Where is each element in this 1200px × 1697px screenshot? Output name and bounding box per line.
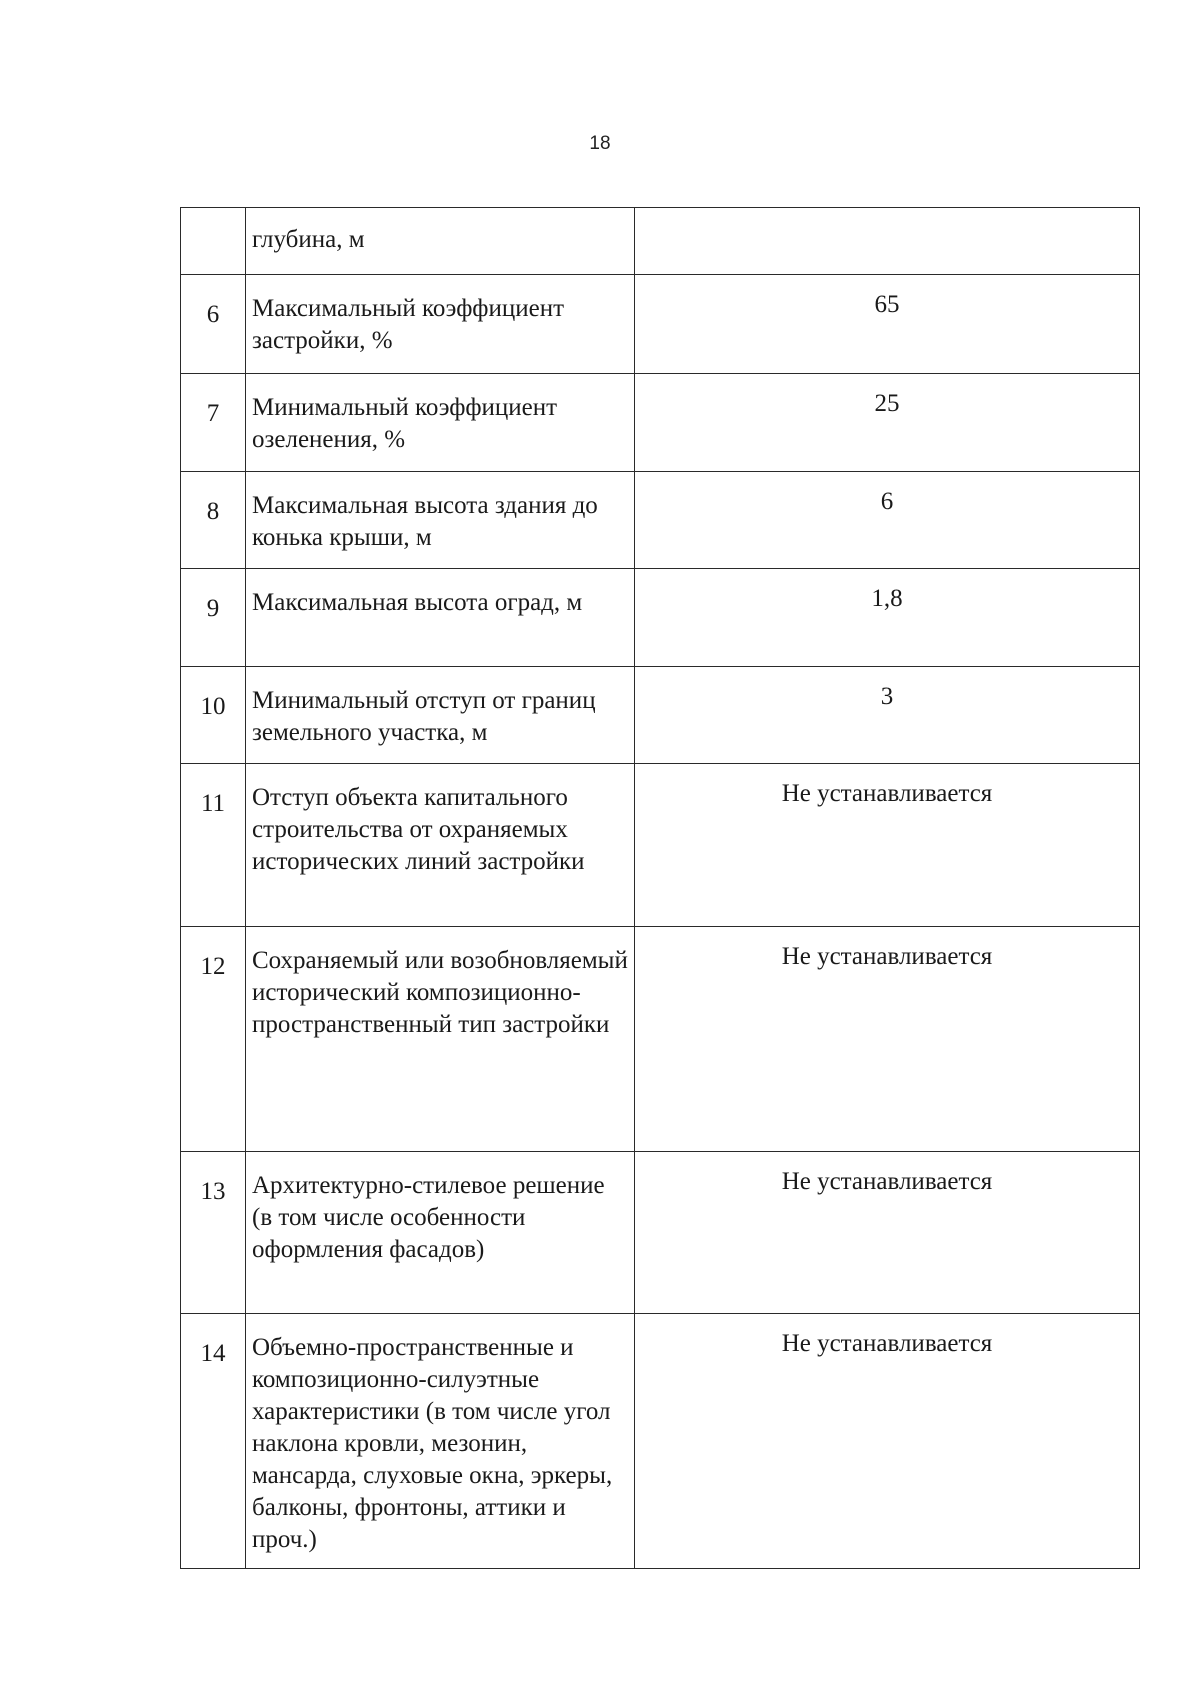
row-number-cell: 7	[181, 374, 246, 472]
table-row	[181, 275, 1140, 374]
parameter-value-cell: Не устанавливается	[635, 1152, 1140, 1314]
table-row	[181, 1152, 1140, 1314]
table-row	[181, 374, 1140, 472]
table-row	[181, 927, 1140, 1152]
parameter-value-cell: 6	[635, 472, 1140, 569]
parameter-value-cell: Не устанавливается	[635, 764, 1140, 927]
parameter-value-cell: 3	[635, 667, 1140, 764]
parameter-value-cell: 65	[635, 275, 1140, 374]
table-row	[181, 472, 1140, 569]
row-number-cell: 10	[181, 667, 246, 764]
table-row	[181, 764, 1140, 927]
parameter-value-cell: 1,8	[635, 569, 1140, 667]
parameter-value-cell	[635, 208, 1140, 275]
row-number-cell: 14	[181, 1314, 246, 1569]
table-row	[181, 667, 1140, 764]
row-number-cell: 9	[181, 569, 246, 667]
row-number-cell: 12	[181, 927, 246, 1152]
parameters-table	[180, 207, 1140, 1569]
parameter-name-cell: Сохраняемый или возобновляемый исторический композиционно-пространственный тип застройки	[246, 927, 635, 1152]
parameter-name-cell: Минимальный отступ от границ земельного участка, м	[246, 667, 635, 764]
parameter-name-cell: глубина, м	[246, 208, 635, 275]
parameter-name-cell: Максимальный коэффициент застройки, %	[246, 275, 635, 374]
parameter-name-cell: Архитектурно-стилевое решение (в том числе особенности оформления фасадов)	[246, 1152, 635, 1314]
row-number-cell: 11	[181, 764, 246, 927]
row-number-cell: 13	[181, 1152, 246, 1314]
parameter-value-cell: 25	[635, 374, 1140, 472]
parameter-name-cell: Минимальный коэффициент озеленения, %	[246, 374, 635, 472]
table-row	[181, 208, 1140, 275]
row-number-cell: 8	[181, 472, 246, 569]
parameter-name-cell: Отступ объекта капитального строительства от охраняемых исторических линий застройки	[246, 764, 635, 927]
row-number-cell	[181, 208, 246, 275]
row-number-cell: 6	[181, 275, 246, 374]
table-row	[181, 1314, 1140, 1569]
parameter-name-cell: Максимальная высота здания до конька крыши, м	[246, 472, 635, 569]
parameter-value-cell: Не устанавливается	[635, 1314, 1140, 1569]
parameter-name-cell: Объемно-пространственные и композиционно-силуэтные характеристики (в том числе угол наклона кровли, мезонин, мансарда, слуховые окна, эркеры, балконы, фронтоны, аттики и проч.)	[246, 1314, 635, 1569]
page-number: 18	[589, 133, 611, 154]
table-row	[181, 569, 1140, 667]
parameter-name-cell: Максимальная высота оград, м	[246, 569, 635, 667]
parameter-value-cell: Не устанавливается	[635, 927, 1140, 1152]
